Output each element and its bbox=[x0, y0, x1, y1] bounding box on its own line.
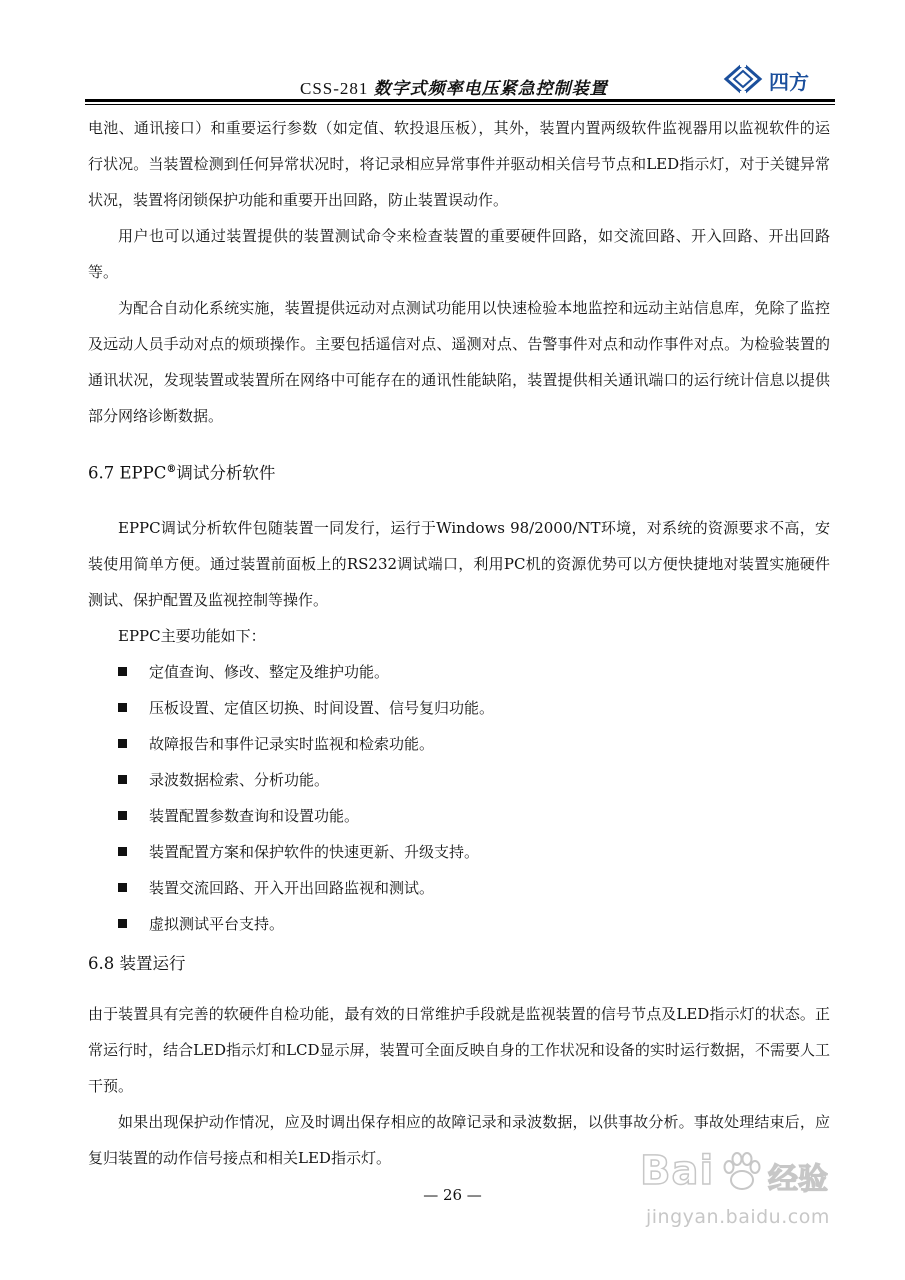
section-number: 6.8 bbox=[88, 953, 115, 973]
paragraph-remote-test: 为配合自动化系统实施，装置提供远动对点测试功能用以快速检验本地监控和远动主站信息库，免除了监控及远动人员手动对点的烦琐操作。主要包括遥信对点、遥测对点、告警事件对点和动作事件对点。为检验装置的通讯状况，发现装置或装置所在网络中可能存在的通讯性能缺陷，装置提供相关通讯端口的运行统计信息以提供部分网络诊断数据。 bbox=[88, 299, 830, 425]
list-item: 录波数据检索、分析功能。 bbox=[118, 762, 830, 798]
list-item: 装置配置方案和保护软件的快速更新、升级支持。 bbox=[118, 834, 830, 870]
registered-mark: ® bbox=[166, 464, 177, 475]
bullet-square-icon bbox=[118, 739, 127, 748]
section-title-prefix: EPPC bbox=[119, 463, 167, 483]
eppc-function-list bbox=[118, 654, 830, 942]
section-title: 装置运行 bbox=[119, 953, 186, 973]
list-item: 压板设置、定值区切换、时间设置、信号复归功能。 bbox=[118, 690, 830, 726]
paragraph-continued: 电池、通讯接口）和重要运行参数（如定值、软投退压板），其外，装置内置两级软件监视器用以监视软件的运行状况。当装置检测到任何异常状况时，将记录相应异常事件并驱动相关信号节点和LED指示灯，对于关键异常状况，装置将闭锁保护功能和重要开出回路，防止装置误动作。 bbox=[88, 119, 830, 209]
watermark-url: jingyan.baidu.com bbox=[646, 1206, 830, 1228]
list-item: 装置交流回路、开入开出回路监视和测试。 bbox=[118, 870, 830, 906]
list-item: 虚拟测试平台支持。 bbox=[118, 906, 830, 942]
baidu-paw-icon bbox=[720, 1150, 764, 1194]
list-item: 定值查询、修改、整定及维护功能。 bbox=[118, 654, 830, 690]
bullet-square-icon bbox=[118, 667, 127, 676]
bullet-square-icon bbox=[118, 883, 127, 892]
baidu-jingyan-watermark bbox=[640, 1140, 835, 1240]
section-number: 6.7 bbox=[88, 463, 115, 483]
bullet-square-icon bbox=[118, 775, 127, 784]
page-number: — 26 — bbox=[423, 1186, 482, 1204]
header-rule-thick bbox=[85, 99, 835, 102]
bullet-square-icon bbox=[118, 919, 127, 928]
header-title bbox=[300, 74, 608, 99]
paragraph-eppc-intro: EPPC调试分析软件包随装置一同发行，运行于Windows 98/2000/NT环境，对系统的资源要求不高，安装使用简单方便。通过装置前面板上的RS232调试端口，利用PC机的资源优势可以方便快捷地对装置实施硬件测试、保护配置及监视控制等操作。 bbox=[88, 518, 830, 609]
page-body bbox=[88, 110, 830, 1176]
list-item: 装置配置参数查询和设置功能。 bbox=[118, 798, 830, 834]
header-title-code: CSS-281 bbox=[300, 79, 369, 98]
section-heading-6-7 bbox=[88, 452, 830, 492]
paragraph-eppc-functions-intro: EPPC主要功能如下： bbox=[118, 626, 266, 645]
bullet-square-icon bbox=[118, 703, 127, 712]
watermark-brand: Bai bbox=[640, 1148, 715, 1194]
header-rule-thin bbox=[85, 104, 835, 105]
paragraph-fault-handling: 如果出现保护动作情况，应及时调出保存相应的故障记录和录波数据，以供事故分析。事故处理结束后，应复归装置的动作信号接点和相关LED指示灯。 bbox=[88, 1112, 830, 1167]
paragraph-operation: 由于装置具有完善的软硬件自检功能，最有效的日常维护手段就是监视装置的信号节点及LED指示灯的状态。正常运行时，结合LED指示灯和LCD显示屏，装置可全面反映自身的工作状况和设备的实时运行数据，不需要人工干预。 bbox=[88, 1004, 830, 1095]
paragraph-hardware-test: 用户也可以通过装置提供的装置测试命令来检查装置的重要硬件回路，如交流回路、开入回路、开出回路等。 bbox=[88, 227, 830, 281]
logo-diamond-icon bbox=[723, 62, 763, 96]
header-title-cn: 数字式频率电压紧急控制装置 bbox=[373, 79, 608, 98]
section-title-suffix: 调试分析软件 bbox=[176, 463, 276, 483]
list-item: 故障报告和事件记录实时监视和检索功能。 bbox=[118, 726, 830, 762]
section-heading-6-8 bbox=[88, 946, 830, 982]
logo-text: 四方 bbox=[769, 70, 809, 94]
watermark-jingyan: 经验 bbox=[768, 1162, 828, 1197]
bullet-square-icon bbox=[118, 847, 127, 856]
bullet-square-icon bbox=[118, 811, 127, 820]
sifang-logo bbox=[723, 62, 835, 96]
